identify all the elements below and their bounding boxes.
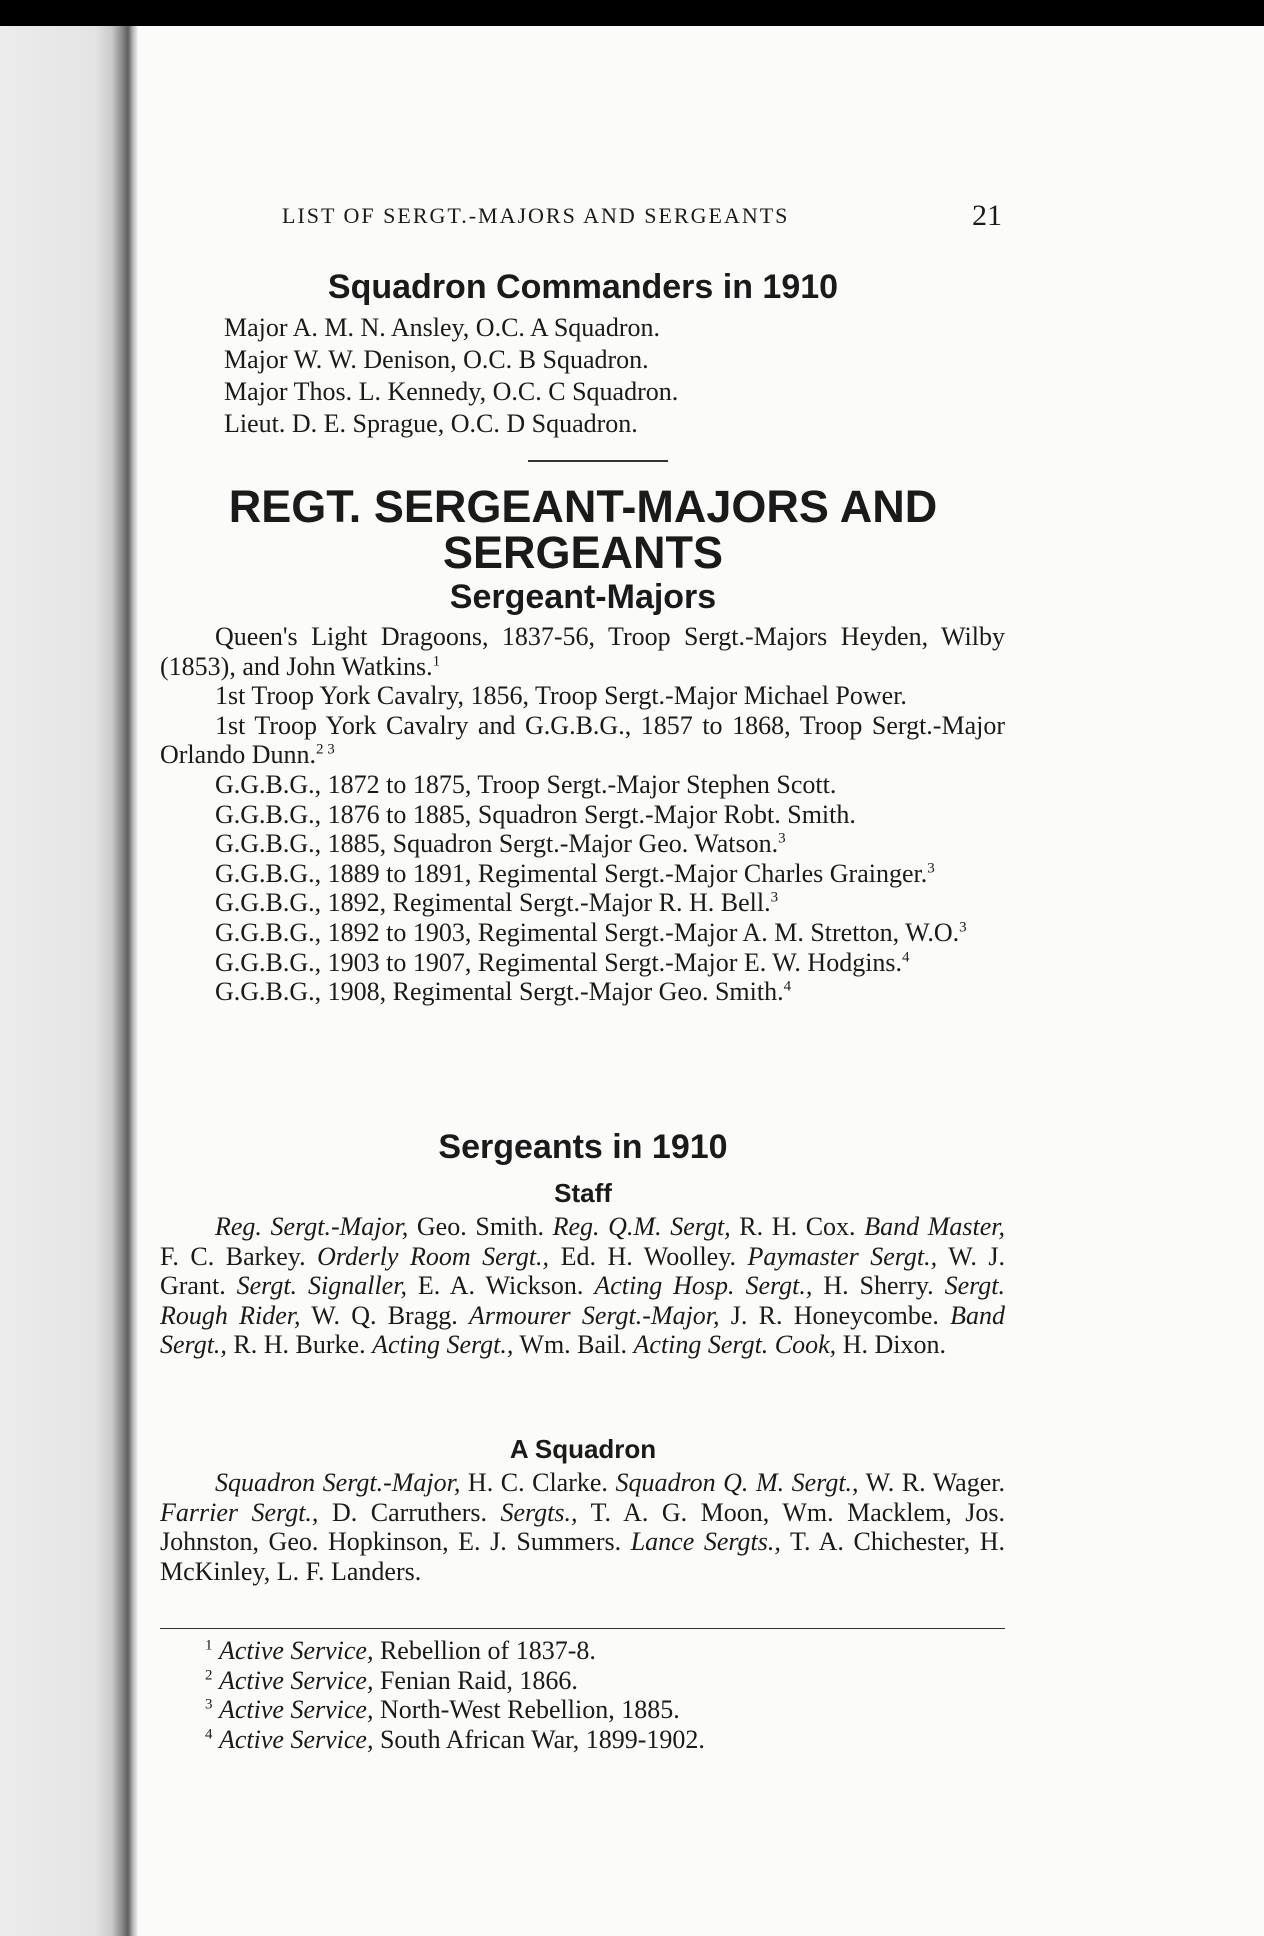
entry-text: G.G.B.G., 1889 to 1891, Regimental Sergt.-Major Charles Grainger.	[215, 858, 928, 888]
entry-text: Queen's Light Dragoons, 1837-56, Troop Sergt.-Majors Heyden, Wilby (1853), and John Watkins.	[160, 622, 1005, 681]
sergeant-major-entry	[160, 888, 1005, 918]
staff-paragraph	[160, 1212, 1005, 1360]
entry-text: 1st Troop York Cavalry, 1856, Troop Sergt.-Major Michael Power.	[215, 681, 907, 711]
entry-text: G.G.B.G., 1903 to 1907, Regimental Sergt.-Major E. W. Hodgins.	[215, 947, 903, 977]
a-squadron-paragraph	[160, 1468, 1005, 1586]
page-number: 21	[972, 199, 1002, 232]
sergeant-majors-heading: Sergeant-Majors	[449, 578, 717, 616]
staff-role: Orderly Room Sergt.,	[317, 1241, 550, 1271]
footnote-mark: 4	[205, 1725, 213, 1742]
staff-role: Reg. Sergt.-Major,	[215, 1212, 409, 1241]
staff-name: Geo. Smith.	[408, 1212, 553, 1241]
footnote-ref: 4	[783, 978, 792, 995]
commander-line: Major A. M. N. Ansley, O.C. A Squadron.	[224, 313, 660, 342]
staff-role: Band Master,	[864, 1212, 1005, 1241]
commander-line: Major W. W. Denison, O.C. B Squadron.	[224, 345, 649, 374]
footnote-ref: 2 3	[315, 741, 335, 758]
sergeant-major-entry	[160, 800, 1005, 830]
main-heading-line-1: REGT. SERGEANT-MAJORS AND	[228, 481, 938, 532]
footnote-label: Active Service,	[219, 1724, 374, 1754]
staff-name: H. Sherry.	[812, 1271, 945, 1301]
squadron-role: Sergts.,	[500, 1497, 578, 1527]
sergeant-major-entry	[160, 681, 1005, 711]
sergeant-major-entry	[160, 948, 1005, 978]
footnote	[205, 1695, 705, 1725]
footnote	[205, 1725, 705, 1755]
sergeant-major-entry	[160, 829, 1005, 859]
entry-text: G.G.B.G., 1908, Regimental Sergt.-Major Geo. Smith.	[215, 977, 784, 1007]
squadron-name: W. R. Wager.	[858, 1468, 1005, 1497]
staff-name: Ed. H. Woolley.	[549, 1241, 748, 1271]
staff-list	[160, 1212, 1005, 1360]
staff-role: Sergt. Rough Rider,	[160, 1271, 1006, 1330]
commander-line: Lieut. D. E. Sprague, O.C. D Squadron.	[224, 409, 638, 438]
footnote-mark: 2	[205, 1666, 213, 1683]
squadron-role: Squadron Q. M. Sergt.,	[615, 1468, 859, 1497]
entry-text: G.G.B.G., 1876 to 1885, Squadron Sergt.-Major Robt. Smith.	[215, 799, 856, 829]
entry-text: 1st Troop York Cavalry and G.G.B.G., 1857 to 1868, Troop Sergt.-Major Orlando Dunn.	[160, 710, 1005, 770]
staff-name: W. Q. Bragg.	[300, 1300, 470, 1330]
footnote-label: Active Service,	[219, 1665, 374, 1695]
sergeant-major-entry	[160, 977, 1005, 1007]
staff-name: E. A. Wickson.	[406, 1271, 595, 1301]
entry-text: G.G.B.G., 1872 to 1875, Troop Sergt.-Major Stephen Scott.	[215, 769, 837, 799]
footnote-ref: 3	[959, 919, 967, 936]
sergeant-majors-list	[160, 622, 1005, 1007]
commander-line: Major Thos. L. Kennedy, O.C. C Squadron.	[224, 377, 679, 406]
staff-name: Wm. Bail.	[513, 1330, 634, 1360]
footnote-mark: 3	[205, 1696, 213, 1713]
staff-name: W. J. Grant.	[160, 1241, 1005, 1301]
staff-role: Sergt. Signaller,	[236, 1271, 407, 1301]
a-squadron-list	[160, 1468, 1005, 1586]
running-head-title: LIST OF SERGT.-MAJORS AND SERGEANTS	[282, 203, 790, 228]
staff-name: F. C. Barkey.	[160, 1241, 318, 1271]
footnote-ref: 3	[927, 860, 935, 877]
sergeants-heading: Sergeants in 1910	[438, 1128, 728, 1166]
footnote-ref: 3	[770, 889, 779, 906]
footnote-text: Rebellion of 1837-8.	[373, 1636, 596, 1665]
book-gutter	[0, 26, 138, 1936]
footnote-label: Active Service,	[219, 1695, 374, 1724]
squadron-name: T. A. Chichester, H. McKinley, L. F. Landers.	[160, 1527, 1006, 1586]
footnote-text: North-West Rebellion, 1885.	[373, 1695, 680, 1724]
staff-role: Acting Sergt. Cook,	[633, 1330, 837, 1360]
staff-role: Band Sergt.,	[160, 1300, 1006, 1360]
staff-name: R. H. Burke.	[226, 1330, 373, 1360]
footnote-mark: 1	[205, 1637, 213, 1654]
staff-name: J. R. Honeycombe.	[719, 1300, 951, 1330]
entry-text: G.G.B.G., 1885, Squadron Sergt.-Major Geo. Watson.	[215, 829, 779, 859]
sergeant-major-entry	[160, 859, 1005, 889]
footnotes	[205, 1636, 705, 1754]
footnote-ref: 1	[432, 652, 441, 669]
squadron-role: Lance Sergts.,	[630, 1527, 781, 1557]
staff-role: Paymaster Sergt.,	[747, 1241, 938, 1271]
sergeant-major-entry	[160, 918, 1005, 948]
footnote-text: South African War, 1899-1902.	[373, 1724, 705, 1754]
staff-name: H. Dixon.	[836, 1330, 946, 1360]
squadron-name: H. C. Clarke.	[460, 1468, 616, 1497]
sergeant-major-entry	[160, 622, 1005, 681]
commanders-heading: Squadron Commanders in 1910	[327, 268, 839, 306]
staff-heading: Staff	[554, 1178, 612, 1208]
staff-role: Acting Hosp. Sergt.,	[594, 1271, 813, 1301]
footnote	[205, 1636, 705, 1666]
entry-text: G.G.B.G., 1892, Regimental Sergt.-Major R. H. Bell.	[215, 888, 771, 918]
footnote-rule	[160, 1628, 1005, 1629]
squadron-name: T. A. G. Moon, Wm. Macklem, Jos. Johnston, Geo. Hopkinson, E. J. Summers.	[160, 1497, 1006, 1557]
commanders-list	[224, 312, 678, 440]
a-squadron-heading: A Squadron	[509, 1434, 657, 1464]
section-divider	[528, 460, 668, 462]
staff-role: Acting Sergt.,	[372, 1330, 514, 1360]
main-heading-line-2: SERGEANTS	[442, 527, 724, 578]
footnote-ref: 3	[778, 830, 786, 847]
sergeant-major-entry	[160, 711, 1005, 770]
entry-text: G.G.B.G., 1892 to 1903, Regimental Sergt.-Major A. M. Stretton, W.O.	[215, 917, 960, 947]
staff-name: R. H. Cox.	[730, 1212, 865, 1241]
staff-role: Armourer Sergt.-Major,	[469, 1300, 720, 1330]
footnote	[205, 1666, 705, 1696]
squadron-name: D. Carruthers.	[318, 1497, 501, 1527]
sergeant-major-entry	[160, 770, 1005, 800]
squadron-role: Squadron Sergt.-Major,	[215, 1468, 461, 1497]
running-head	[282, 203, 1002, 229]
footnote-ref: 4	[902, 948, 910, 965]
footnote-text: Fenian Raid, 1866.	[373, 1665, 578, 1695]
staff-role: Reg. Q.M. Sergt,	[552, 1212, 731, 1241]
squadron-role: Farrier Sergt.,	[160, 1497, 319, 1527]
footnote-label: Active Service,	[219, 1636, 374, 1665]
scan-top-border	[0, 0, 1264, 26]
